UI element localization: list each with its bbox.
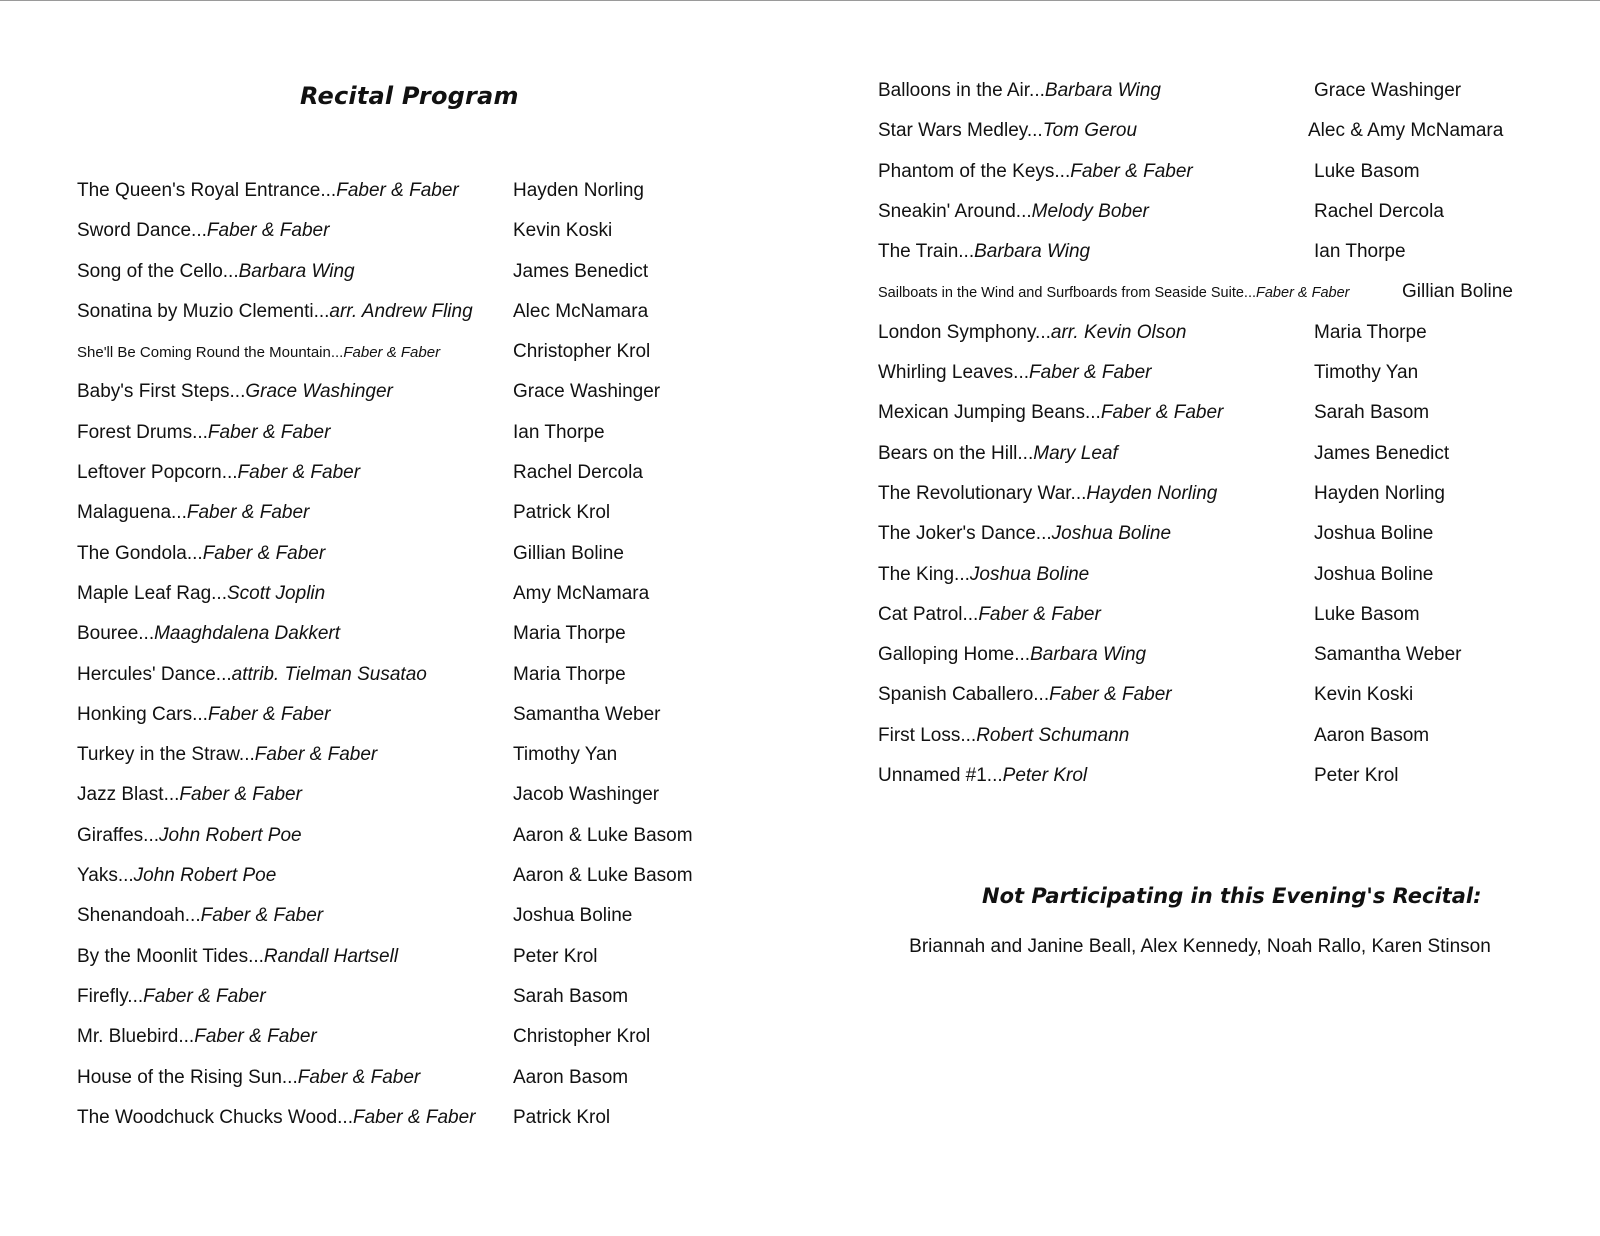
composer-name: Faber & Faber [207, 421, 331, 443]
composer-name: Robert Schumann [976, 724, 1130, 746]
piece-entry [878, 161, 1193, 183]
composer-name: Faber & Faber [978, 603, 1101, 625]
piece-title: Whirling Leaves... [878, 362, 1030, 384]
piece-title: Phantom of the Keys... [878, 160, 1071, 182]
composer-name: Barbara Wing [238, 260, 355, 282]
composer-name: Barbara Wing [974, 241, 1091, 263]
composer-name: Faber & Faber [1100, 402, 1224, 424]
piece-entry [77, 704, 330, 726]
piece-entry [878, 644, 1146, 666]
piece-entry [878, 120, 1137, 142]
performer-name: Grace Washinger [513, 381, 661, 403]
piece-title: Giraffes... [77, 824, 160, 846]
piece-title: The King... [878, 563, 970, 585]
performer-name: Aaron Basom [513, 1066, 629, 1088]
piece-entry [878, 765, 1087, 787]
piece-entry [77, 664, 427, 686]
composer-name: Tom Gerou [1042, 120, 1138, 142]
composer-name: Randall Hartsell [263, 945, 399, 967]
composer-name: Faber & Faber [200, 905, 324, 927]
piece-title: The Queen's Royal Entrance... [77, 180, 337, 201]
piece-title: She'll Be Coming Round the Mountain... [77, 344, 344, 362]
performer-name: Aaron & Luke Basom [513, 824, 693, 846]
piece-entry [878, 285, 1350, 301]
piece-entry [77, 543, 325, 565]
piece-entry [77, 261, 355, 283]
piece-title: Baby's First Steps... [77, 381, 246, 403]
performer-name: James Benedict [513, 260, 649, 282]
performer-name: Christopher Krol [513, 341, 651, 363]
page-title: Recital Program [300, 82, 519, 110]
piece-entry [77, 1067, 420, 1089]
piece-title: Sonatina by Muzio Clementi... [77, 300, 330, 322]
composer-name: Faber & Faber [297, 1066, 421, 1088]
piece-title: Firefly... [77, 985, 144, 1007]
composer-name: Faber & Faber [1256, 285, 1350, 302]
piece-entry [878, 362, 1152, 384]
piece-title: Mexican Jumping Beans... [878, 402, 1101, 424]
piece-entry [878, 523, 1171, 545]
piece-entry [77, 583, 325, 605]
piece-title: Spanish Caballero... [878, 684, 1050, 706]
piece-entry [878, 564, 1089, 586]
piece-title: The Train... [878, 241, 975, 263]
composer-name: Peter Krol [1002, 765, 1088, 787]
piece-entry [77, 784, 302, 806]
performer-name: Patrick Krol [513, 1106, 611, 1128]
piece-entry [878, 443, 1118, 465]
piece-title: Bouree... [77, 623, 155, 645]
piece-title: First Loss... [878, 724, 977, 746]
piece-title: The Joker's Dance... [878, 523, 1052, 545]
composer-name: John Robert Poe [133, 865, 277, 887]
composer-name: Faber & Faber [179, 784, 302, 806]
page-top-border [0, 0, 1600, 1]
composer-name: Maaghdalena Dakkert [154, 623, 340, 645]
composer-name: Faber & Faber [186, 502, 310, 524]
performer-name: Timothy Yan [513, 744, 618, 766]
piece-title: Yaks... [77, 865, 134, 887]
piece-entry [878, 402, 1223, 424]
performer-name: Maria Thorpe [513, 623, 626, 645]
piece-title: London Symphony... [878, 321, 1051, 343]
piece-title: Turkey in the Straw... [77, 744, 255, 766]
performer-name: Peter Krol [513, 945, 598, 967]
piece-entry [77, 623, 340, 645]
composer-name: Faber & Faber [1070, 160, 1193, 182]
composer-name: Faber & Faber [336, 180, 459, 201]
piece-title: Balloons in the Air... [878, 80, 1045, 101]
composer-name: Faber & Faber [1029, 362, 1152, 384]
piece-entry [77, 865, 276, 887]
piece-entry [77, 301, 473, 323]
piece-title: Forest Drums... [77, 421, 208, 443]
performer-name: James Benedict [1314, 442, 1450, 464]
performer-name: Sarah Basom [1314, 402, 1430, 424]
composer-name: Faber & Faber [206, 220, 330, 242]
performer-name: Joshua Boline [1314, 523, 1434, 545]
composer-name: Faber & Faber [1049, 684, 1172, 706]
performer-name: Maria Thorpe [1314, 321, 1427, 343]
piece-entry [77, 946, 398, 968]
performer-name: Hayden Norling [1314, 482, 1445, 504]
piece-entry [77, 462, 360, 484]
piece-title: The Woodchuck Chucks Wood... [77, 1106, 353, 1128]
performer-name: Gillian Boline [1402, 281, 1513, 303]
performer-name: Alec & Amy McNamara [1308, 120, 1504, 142]
piece-title: Song of the Cello... [77, 260, 239, 282]
piece-entry [77, 502, 309, 524]
not-participating-heading: Not Participating in this Evening's Recital: [982, 884, 1482, 908]
performer-name: Patrick Krol [513, 502, 611, 524]
performer-name: Ian Thorpe [513, 421, 605, 443]
piece-entry [878, 483, 1217, 505]
piece-title: Unnamed #1... [878, 765, 1003, 787]
piece-entry [878, 201, 1149, 223]
composer-name: Faber & Faber [207, 703, 331, 725]
performer-name: Timothy Yan [1314, 362, 1419, 384]
performer-name: Sarah Basom [513, 985, 629, 1007]
performer-name: Samantha Weber [1314, 644, 1462, 666]
piece-entry [77, 1107, 475, 1129]
composer-name: Faber & Faber [352, 1106, 476, 1128]
piece-title: House of the Rising Sun... [77, 1066, 298, 1088]
composer-name: Faber & Faber [202, 542, 326, 564]
piece-title: Maple Leaf Rag... [77, 582, 227, 604]
piece-entry [878, 604, 1101, 626]
piece-entry [77, 180, 459, 202]
piece-entry [878, 241, 1090, 263]
piece-title: Hercules' Dance... [77, 663, 232, 685]
composer-name: attrib. Tielman Susatao [231, 663, 427, 685]
composer-name: Barbara Wing [1044, 80, 1161, 101]
composer-name: Scott Joplin [226, 582, 326, 604]
performer-name: Grace Washinger [1314, 80, 1462, 101]
performer-name: Kevin Koski [513, 220, 613, 242]
performer-name: Luke Basom [1314, 603, 1420, 625]
piece-title: Sneakin' Around... [878, 200, 1032, 222]
piece-title: Cat Patrol... [878, 603, 979, 625]
composer-name: arr. Kevin Olson [1050, 321, 1187, 343]
piece-entry [77, 744, 377, 766]
piece-entry [77, 986, 266, 1008]
piece-entry [878, 322, 1186, 344]
performer-name: Kevin Koski [1314, 684, 1414, 706]
piece-title: Mr. Bluebird... [77, 1026, 195, 1048]
performer-name: Gillian Boline [513, 542, 624, 564]
piece-title: Sailboats in the Wind and Surfboards from Seaside Suite... [878, 285, 1257, 302]
composer-name: Melody Bober [1031, 200, 1149, 222]
composer-name: Hayden Norling [1086, 482, 1218, 504]
piece-entry [77, 422, 330, 444]
composer-name: Faber & Faber [143, 985, 266, 1007]
performer-name: Joshua Boline [1314, 563, 1434, 585]
piece-entry [878, 684, 1172, 706]
composer-name: Faber & Faber [254, 744, 378, 766]
piece-entry [77, 220, 329, 242]
piece-title: Shenandoah... [77, 905, 201, 927]
piece-title: The Revolutionary War... [878, 482, 1087, 504]
piece-title: Leftover Popcorn... [77, 462, 238, 484]
composer-name: arr. Andrew Fling [329, 300, 473, 322]
performer-name: Alec McNamara [513, 300, 649, 322]
composer-name: Barbara Wing [1030, 644, 1147, 666]
piece-title: By the Moonlit Tides... [77, 945, 264, 967]
not-participating-names: Briannah and Janine Beall, Alex Kennedy, Noah Rallo, Karen Stinson [909, 936, 1491, 957]
piece-title: Jazz Blast... [77, 784, 180, 806]
performer-name: Joshua Boline [513, 905, 633, 927]
piece-entry [77, 1026, 317, 1048]
performer-name: Jacob Washinger [513, 784, 660, 806]
piece-entry [878, 725, 1129, 747]
composer-name: Joshua Boline [969, 563, 1090, 585]
composer-name: Joshua Boline [1051, 523, 1172, 545]
composer-name: John Robert Poe [159, 824, 302, 846]
composer-name: Grace Washinger [245, 381, 393, 403]
performer-name: Christopher Krol [513, 1026, 651, 1048]
performer-name: Samantha Weber [513, 703, 661, 725]
composer-name: Faber & Faber [343, 344, 441, 362]
piece-title: Honking Cars... [77, 703, 208, 725]
performer-name: Rachel Dercola [513, 462, 643, 484]
performer-name: Hayden Norling [513, 180, 644, 201]
performer-name: Aaron & Luke Basom [513, 865, 693, 887]
composer-name: Faber & Faber [237, 462, 361, 484]
performer-name: Luke Basom [1314, 160, 1420, 182]
piece-entry [878, 80, 1161, 102]
piece-title: Star Wars Medley... [878, 120, 1043, 142]
piece-title: Malaguena... [77, 502, 187, 524]
piece-title: Bears on the Hill... [878, 442, 1034, 464]
performer-name: Peter Krol [1314, 765, 1399, 787]
composer-name: Faber & Faber [194, 1026, 317, 1048]
piece-entry [77, 381, 393, 403]
performer-name: Maria Thorpe [513, 663, 626, 685]
performer-name: Aaron Basom [1314, 724, 1430, 746]
piece-entry [77, 825, 302, 847]
piece-title: The Gondola... [77, 542, 203, 564]
piece-title: Galloping Home... [878, 644, 1031, 666]
performer-name: Ian Thorpe [1314, 241, 1406, 263]
performer-name: Rachel Dercola [1314, 200, 1444, 222]
performer-name: Amy McNamara [513, 582, 650, 604]
piece-entry [77, 344, 440, 361]
composer-name: Mary Leaf [1033, 442, 1118, 464]
piece-entry [77, 905, 323, 927]
piece-title: Sword Dance... [77, 220, 207, 242]
